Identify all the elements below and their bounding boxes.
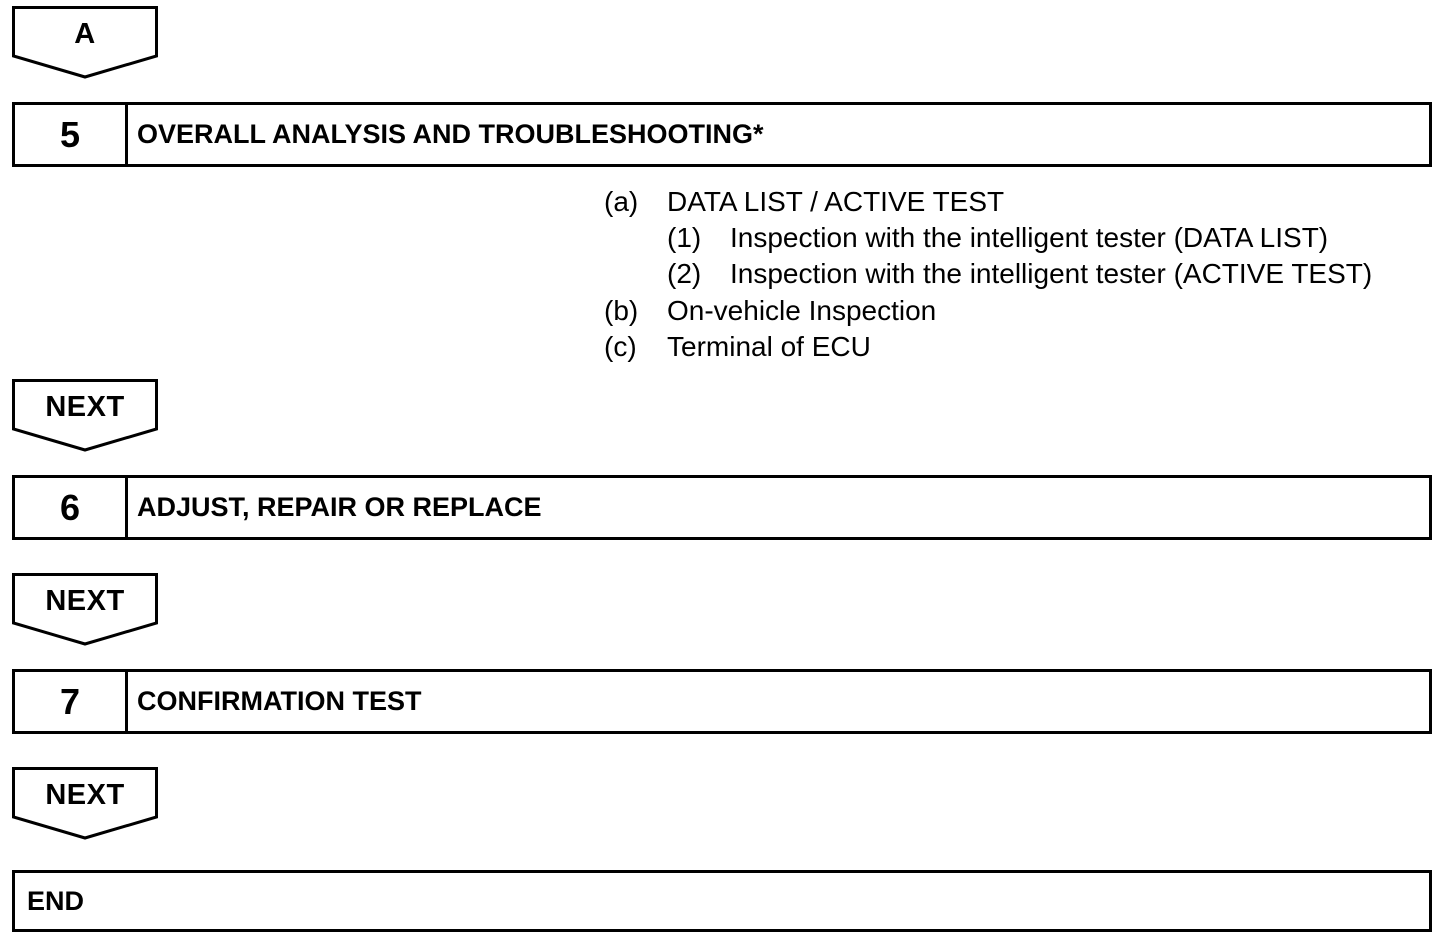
- next-arrow-3: [12, 767, 158, 841]
- end-box: [12, 870, 1432, 932]
- item-a-1-text: Inspection with the intelligent tester (DATA LIST): [730, 222, 1329, 253]
- item-c-marker: (c): [604, 331, 637, 362]
- item-b-text: On-vehicle Inspection: [667, 295, 937, 326]
- step-7-title: CONFIRMATION TEST: [137, 686, 422, 716]
- next-label-3: NEXT: [45, 779, 125, 811]
- step-5-number: 5: [15, 105, 128, 164]
- step-5-title: OVERALL ANALYSIS AND TROUBLESHOOTING*: [137, 119, 764, 149]
- item-a-2-marker: (2): [667, 258, 702, 289]
- next-arrow-2: [12, 573, 158, 647]
- connector-a-arrow: [12, 6, 158, 80]
- step-6-number: 6: [15, 478, 128, 537]
- step-7-box: [12, 669, 1432, 734]
- step-6-title: ADJUST, REPAIR OR REPLACE: [137, 492, 542, 522]
- step-6-box: [12, 475, 1432, 540]
- end-label: END: [27, 885, 85, 916]
- item-a-2-text: Inspection with the intelligent tester (ACTIVE TEST): [730, 258, 1373, 289]
- next-label-2: NEXT: [45, 585, 125, 617]
- step-7-number: 7: [15, 672, 128, 731]
- item-a-text: DATA LIST / ACTIVE TEST: [667, 186, 1005, 217]
- item-a-marker: (a): [604, 186, 639, 217]
- connector-a-label: A: [74, 18, 96, 50]
- next-arrow-1: [12, 379, 158, 453]
- item-c-text: Terminal of ECU: [667, 331, 871, 362]
- step-5-box: [12, 102, 1432, 167]
- item-b-marker: (b): [604, 295, 639, 326]
- item-a-1-marker: (1): [667, 222, 702, 253]
- next-label-1: NEXT: [45, 391, 125, 423]
